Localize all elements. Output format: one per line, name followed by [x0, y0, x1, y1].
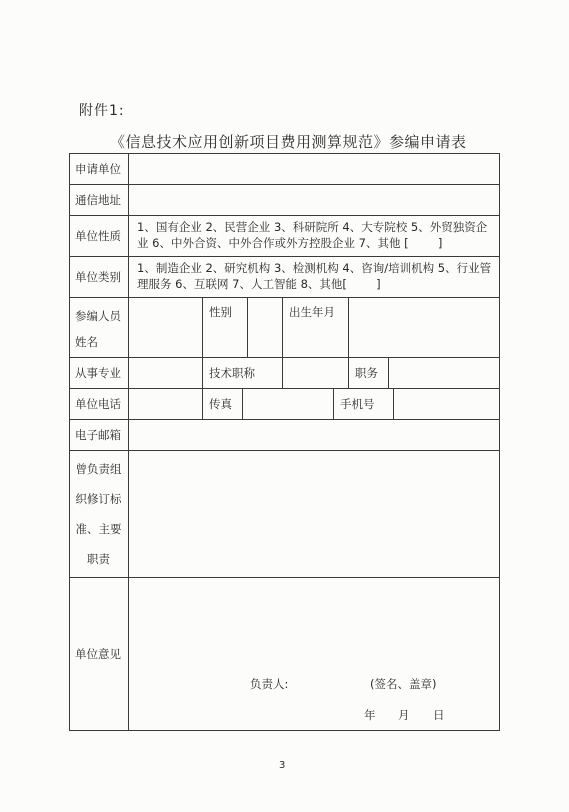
gender-field[interactable]	[248, 298, 282, 357]
experience-label-line: 织修订标	[75, 491, 122, 506]
address-field[interactable]	[129, 185, 499, 215]
page-number: 3	[279, 760, 286, 771]
gender-label: 性别	[209, 305, 232, 319]
position-field[interactable]	[389, 358, 499, 388]
date-day-label: 日	[433, 708, 445, 722]
form-title: 《信息技术应用创新项目费用测算规范》参编申请表	[110, 133, 467, 151]
member-name-field[interactable]	[129, 298, 202, 357]
tech-title-label: 技术职称	[209, 365, 255, 380]
address-label: 通信地址	[75, 192, 121, 207]
email-field[interactable]	[129, 420, 499, 450]
phone-label: 单位电话	[75, 396, 121, 411]
fax-label: 传真	[209, 396, 232, 411]
unit-category-label: 单位类别	[75, 269, 121, 284]
mobile-field[interactable]	[394, 389, 499, 419]
unit-nature-label: 单位性质	[75, 228, 121, 243]
fax-field[interactable]	[243, 389, 333, 419]
specialty-field[interactable]	[129, 358, 202, 388]
unit-nature-options[interactable]	[129, 216, 499, 256]
birth-label: 出生年月	[289, 305, 335, 319]
tech-title-field[interactable]	[283, 358, 348, 388]
specialty-label: 从事专业	[75, 365, 121, 380]
experience-label	[69, 450, 128, 577]
member-name-label-line2: 姓名	[75, 335, 98, 349]
applicant-unit-field[interactable]	[129, 154, 499, 184]
birth-field[interactable]	[349, 298, 499, 357]
phone-field[interactable]	[129, 389, 202, 419]
unit-category-options-line2: 理服务 6、互联网 7、人工智能 8、其他[ ]	[137, 277, 381, 291]
experience-label-line: 职责	[87, 551, 110, 566]
unit-nature-options-line2: 业 6、中外合资、中外合作或外方控股企业 7、其他 [ ]	[137, 236, 443, 250]
email-label: 电子邮箱	[75, 427, 121, 442]
experience-label-line: 准、主要	[75, 521, 122, 536]
mobile-label: 手机号	[340, 396, 375, 411]
date-year-label: 年	[364, 708, 376, 722]
opinion-label: 单位意见	[75, 646, 121, 661]
unit-nature-options-line1: 1、国有企业 2、民营企业 3、科研院所 4、大专院校 5、外贸独资企	[137, 220, 488, 234]
unit-category-options-line1: 1、制造企业 2、研究机构 3、检测机构 4、咨询/培训机构 5、行业管	[137, 261, 492, 275]
experience-label-line: 曾负责组	[75, 461, 122, 476]
date-month-label: 月	[398, 708, 410, 722]
member-name-label-line1: 参编人员	[75, 309, 121, 323]
signature-label: (签名、盖章)	[370, 677, 437, 691]
attachment-label: 附件1:	[79, 103, 125, 119]
position-label: 职务	[355, 365, 378, 380]
applicant-unit-label: 申请单位	[75, 161, 121, 176]
experience-field[interactable]	[129, 451, 499, 577]
unit-category-options[interactable]	[129, 257, 499, 297]
member-name-label	[69, 297, 128, 357]
responsible-label: 负责人:	[250, 677, 289, 691]
